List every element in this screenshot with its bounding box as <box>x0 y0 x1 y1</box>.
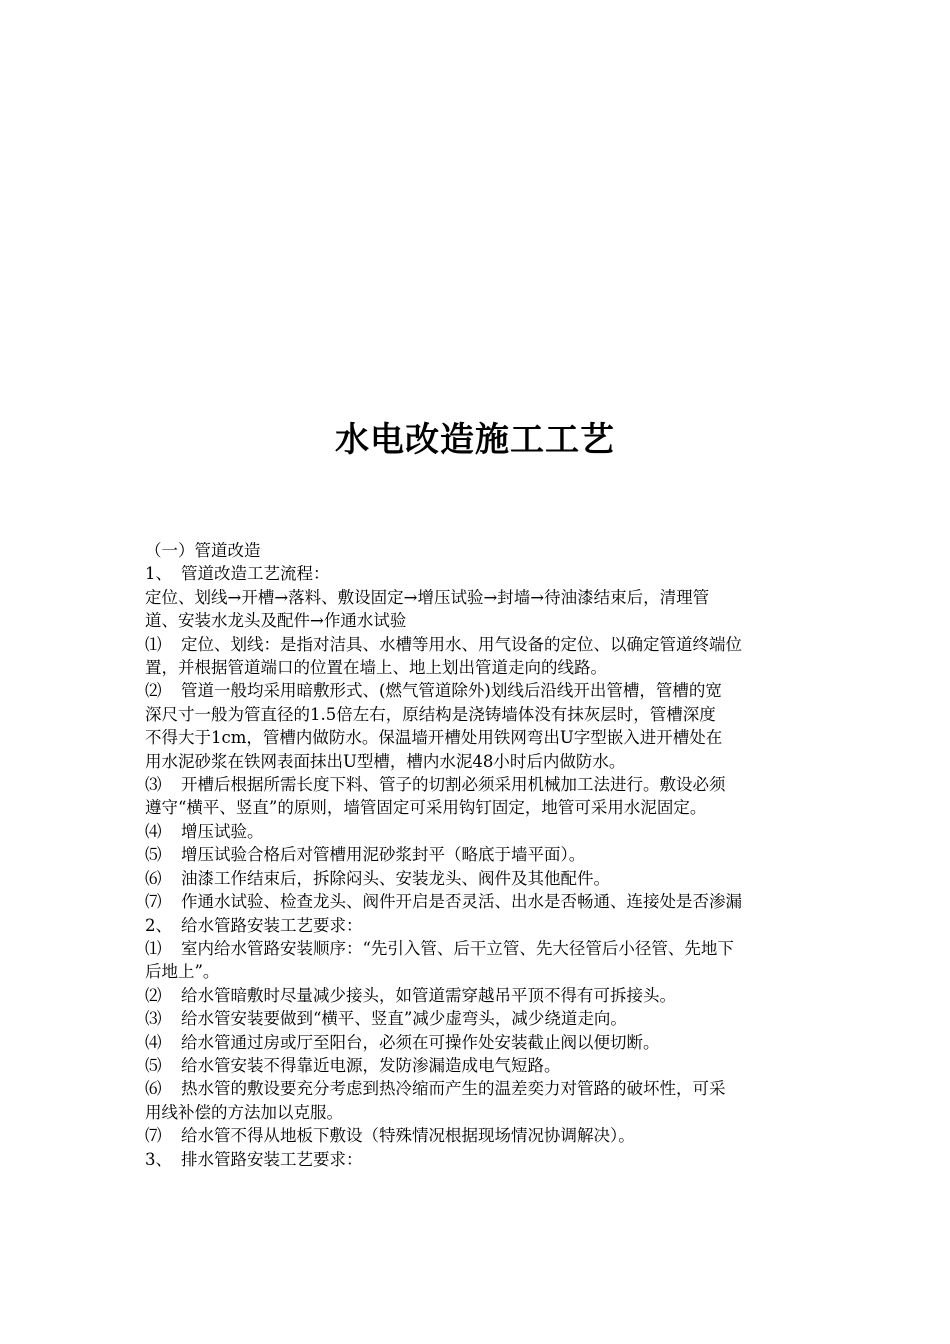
paragraph-item <box>145 1077 810 1124</box>
paragraph-item <box>145 937 810 984</box>
paragraph-line <box>145 656 810 679</box>
section-heading: （一）管道改造 <box>145 541 261 560</box>
paragraph-line <box>145 1054 810 1077</box>
line-text: 给水管安装不得靠近电源，发防渗漏造成电气短路。 <box>181 1055 561 1075</box>
item-number: ⑴ <box>145 634 162 654</box>
paragraph-line <box>145 750 810 773</box>
paragraph-item <box>145 586 810 633</box>
paragraph-item <box>145 914 810 937</box>
paragraph-item <box>145 843 810 866</box>
paragraph-line <box>145 820 810 843</box>
paragraph-item <box>145 1031 810 1054</box>
paragraph-item <box>145 984 810 1007</box>
paragraph-item <box>145 562 810 585</box>
paragraph-item <box>145 679 810 773</box>
paragraph-line <box>145 703 810 726</box>
line-text: 排水管路安装工艺要求： <box>181 1149 363 1169</box>
line-text: 定位、划线：是指对洁具、水槽等用水、用气设备的定位、以确定管道终端位 <box>181 634 742 654</box>
item-number: ⑸ <box>145 1055 162 1075</box>
item-number: ⑴ <box>145 938 162 958</box>
paragraph-line <box>145 1124 810 1147</box>
line-text: 管道一般均采用暗敷形式、(燃气管道除外)划线后沿线开出管槽，管槽的宽 <box>181 681 722 701</box>
line-text: 增压试验。 <box>181 821 264 841</box>
item-number: ⑺ <box>145 1126 162 1146</box>
line-text: 用线补偿的方法加以克服。 <box>145 1102 343 1122</box>
line-text: 用水泥砂浆在铁网表面抹出U型槽，槽内水泥48小时后内做防水。 <box>145 751 626 771</box>
paragraph-item <box>145 633 810 680</box>
line-text: 给水管暗敷时尽量减少接头，如管道需穿越吊平顶不得有可拆接头。 <box>181 985 676 1005</box>
paragraph-line <box>145 937 810 960</box>
paragraph-line <box>145 679 810 702</box>
paragraph-line <box>145 1007 810 1030</box>
paragraph-line <box>145 1148 810 1171</box>
line-text: 给水管通过房或厅至阳台，必须在可操作处安装截止阀以便切断。 <box>181 1032 660 1052</box>
line-text: 室内给水管路安装顺序：“先引入管、后干立管、先大径管后小径管、先地下 <box>181 938 734 958</box>
item-number: ⑵ <box>145 985 162 1005</box>
line-text: 作通水试验、检查龙头、阀件开启是否灵活、出水是否畅通、连接处是否渗漏 <box>181 892 742 912</box>
line-text: 给水管不得从地板下敷设（特殊情况根据现场情况协调解决）。 <box>181 1126 635 1146</box>
item-number: ⑺ <box>145 892 162 912</box>
paragraph-item <box>145 890 810 913</box>
item-number: ⑶ <box>145 1009 162 1029</box>
paragraph-line <box>145 984 810 1007</box>
item-number: ⑷ <box>145 821 162 841</box>
item-number: ⑹ <box>145 1079 162 1099</box>
paragraph-item <box>145 1148 810 1171</box>
paragraph-item <box>145 1007 810 1030</box>
line-text: 增压试验合格后对管槽用泥砂浆封平（略底于墙平面）。 <box>181 845 586 865</box>
paragraph-line <box>145 796 810 819</box>
paragraph-item <box>145 1054 810 1077</box>
paragraph-line <box>145 914 810 937</box>
paragraph-item <box>145 867 810 890</box>
paragraph-line <box>145 562 810 585</box>
document-title: 水电改造施工工艺 <box>335 420 615 460</box>
paragraph-line <box>145 1077 810 1100</box>
line-text: 给水管路安装工艺要求： <box>181 915 363 935</box>
line-text: 深尺寸一般为管直径的1.5倍左右，原结构是浇铸墙体没有抹灰层时，管槽深度 <box>145 704 716 724</box>
item-number: ⑹ <box>145 868 162 888</box>
paragraph-line <box>145 1101 810 1124</box>
item-number: ⑶ <box>145 775 162 795</box>
line-text: 油漆工作结束后，拆除闷头、安装龙头、阀件及其他配件。 <box>181 868 610 888</box>
paragraph-line <box>145 609 810 632</box>
item-number: 2、 <box>145 915 172 935</box>
document-body <box>145 539 810 1171</box>
item-number: 1、 <box>145 564 172 584</box>
line-text: 道、安装水龙头及配件→作通水试验 <box>145 611 407 631</box>
line-text: 管道改造工艺流程： <box>181 564 330 584</box>
paragraph-line <box>145 773 810 796</box>
item-number: ⑵ <box>145 681 162 701</box>
line-text: 后地上”。 <box>145 962 220 982</box>
item-number: 3、 <box>145 1149 172 1169</box>
paragraph-line <box>145 1031 810 1054</box>
paragraph-line <box>145 843 810 866</box>
paragraph-line <box>145 867 810 890</box>
paragraph-line <box>145 633 810 656</box>
line-text: 热水管的敷设要充分考虑到热冷缩而产生的温差奕力对管路的破坏性，可采 <box>181 1079 726 1099</box>
line-text: 置，并根据管道端口的位置在墙上、地上划出管道走向的线路。 <box>145 658 607 678</box>
paragraph-item <box>145 773 810 820</box>
line-text: 定位、划线→开槽→落料、敷设固定→增压试验→封墙→待油漆结束后，清理管 <box>145 587 710 607</box>
line-text: 不得大于1cm，管槽内做防水。保温墙开槽处用铁网弯出U字型嵌入进开槽处在 <box>145 728 723 748</box>
paragraph-line <box>145 726 810 749</box>
item-number: ⑷ <box>145 1032 162 1052</box>
paragraph-item <box>145 1124 810 1147</box>
paragraph-line <box>145 890 810 913</box>
line-text: 遵守“横平、竖直”的原则，墙管固定可采用钩钉固定，地管可采用水泥固定。 <box>145 798 707 818</box>
line-text: 给水管安装要做到“横平、竖直”减少虚弯头，减少绕道走向。 <box>181 1009 627 1029</box>
line-text: 开槽后根据所需长度下料、管子的切割必须采用机械加工法进行。敷设必须 <box>181 775 726 795</box>
item-number: ⑸ <box>145 845 162 865</box>
paragraph-item <box>145 820 810 843</box>
paragraph-line <box>145 960 810 983</box>
paragraph-line <box>145 586 810 609</box>
